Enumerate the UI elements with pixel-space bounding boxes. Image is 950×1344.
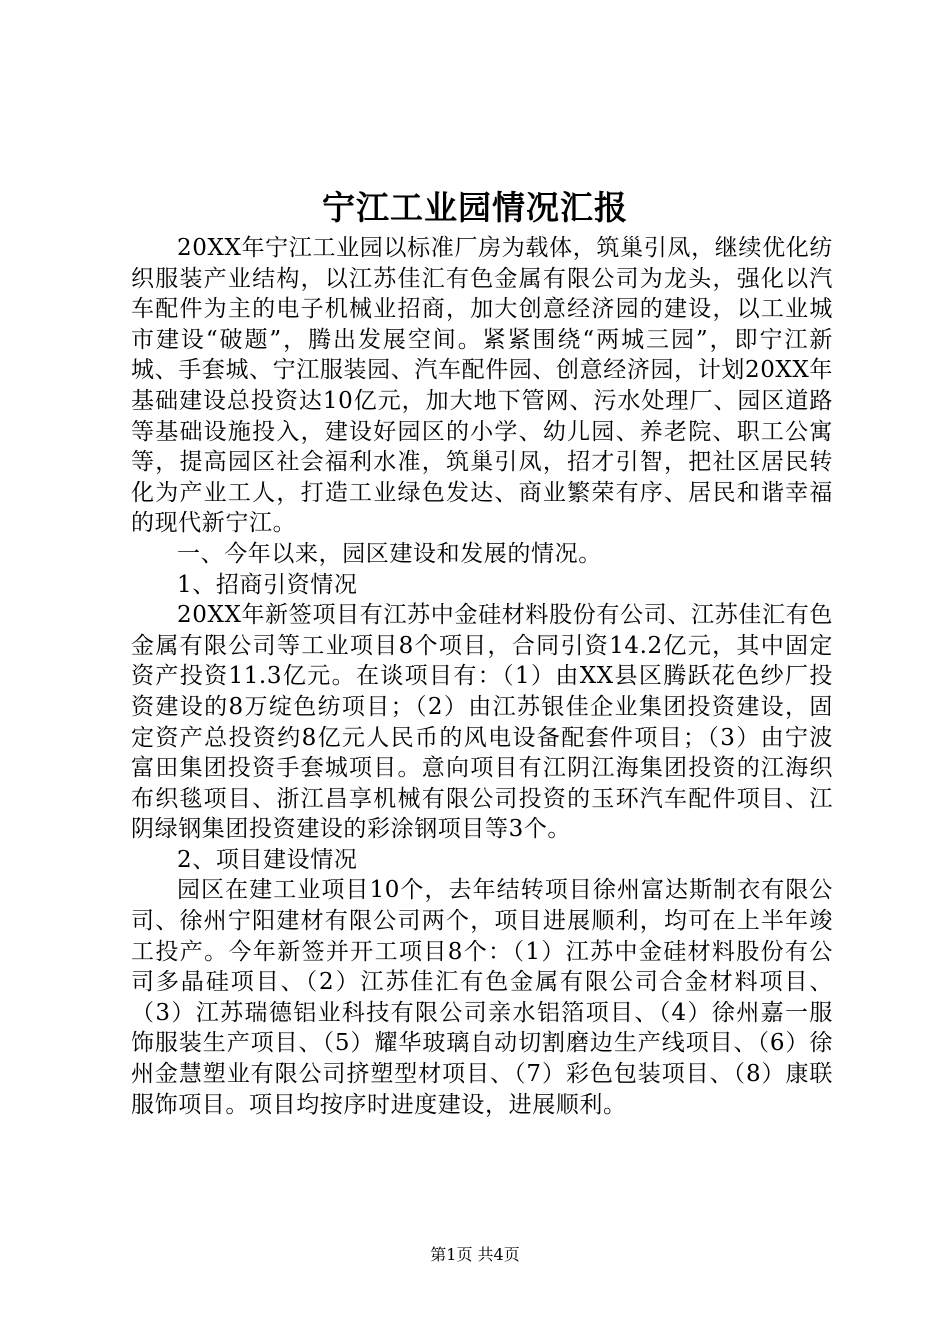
page-number-footer: 第1页 共4页 [430, 1245, 520, 1264]
section-heading-1: 一、今年以来，园区建设和发展的情况。 [177, 540, 602, 567]
subsection-heading-construction: 2、项目建设情况 [177, 846, 358, 873]
paragraph-investment: 20XX年新签项目有江苏中金硅材料股份有公司、江苏佳汇有色金属有限公司等工业项目8个项目，合同引资14.2亿元，其中固定资产投资11.3亿元。在谈项目有：（1）由XX县区腾跃花色纱厂投资建设的8万绽色纺项目；（2）由江苏银佳企业集团投资建设，固定资产总投资约8亿元人民币的风电设备配套件项目；（3）由宁波富田集团投资手套城项目。意向项目有江阴江海集团投资的江海织布织毯项目、浙江昌享机械有限公司投资的玉环汽车配件项目、江阴绿钢集团投资建设的彩涂钢项目等3个。 [131, 602, 833, 843]
document-title: 宁江工业园情况汇报 [322, 188, 628, 227]
paragraph-construction: 园区在建工业项目10个，去年结转项目徐州富达斯制衣有限公司、徐州宁阳建材有限公司两个，项目进展顺利，均可在上半年竣工投产。今年新签并开工项目8个：（1）江苏中金硅材料股份有公司多晶硅项目、（2）江苏佳汇有色金属有限公司合金材料项目、（3）江苏瑞德铝业科技有限公司亲水铝箔项目、（4）徐州嘉一服饰服装生产项目、（5）耀华玻璃自动切割磨边生产线项目、（6）徐州金慧塑业有限公司挤塑型材项目、（7）彩色包装项目、（8）康联服饰项目。项目均按序时进度建设，进展顺利。 [131, 877, 833, 1118]
paragraph-intro: 20XX年宁江工业园以标准厂房为载体，筑巢引凤，继续优化纺织服装产业结构，以江苏佳汇有色金属有限公司为龙头，强化以汽车配件为主的电子机械业招商，加大创意经济园的建设，以工业城市建设“破题”，腾出发展空间。紧紧围绕“两城三园”，即宁江新城、手套城、宁江服装园、汽车配件园、创意经济园，计划20XX年基础建设总投资达10亿元，加大地下管网、污水处理厂、园区道路等基础设施投入，建设好园区的小学、幼儿园、养老院、职工公寓等，提高园区社会福利水准，筑巢引凤，招才引智，把社区居民转化为产业工人，打造工业绿色发达、商业繁荣有序、居民和谐幸福的现代新宁江。 [131, 235, 833, 537]
subsection-heading-investment: 1、招商引资情况 [177, 571, 358, 598]
document-body [131, 233, 833, 1120]
